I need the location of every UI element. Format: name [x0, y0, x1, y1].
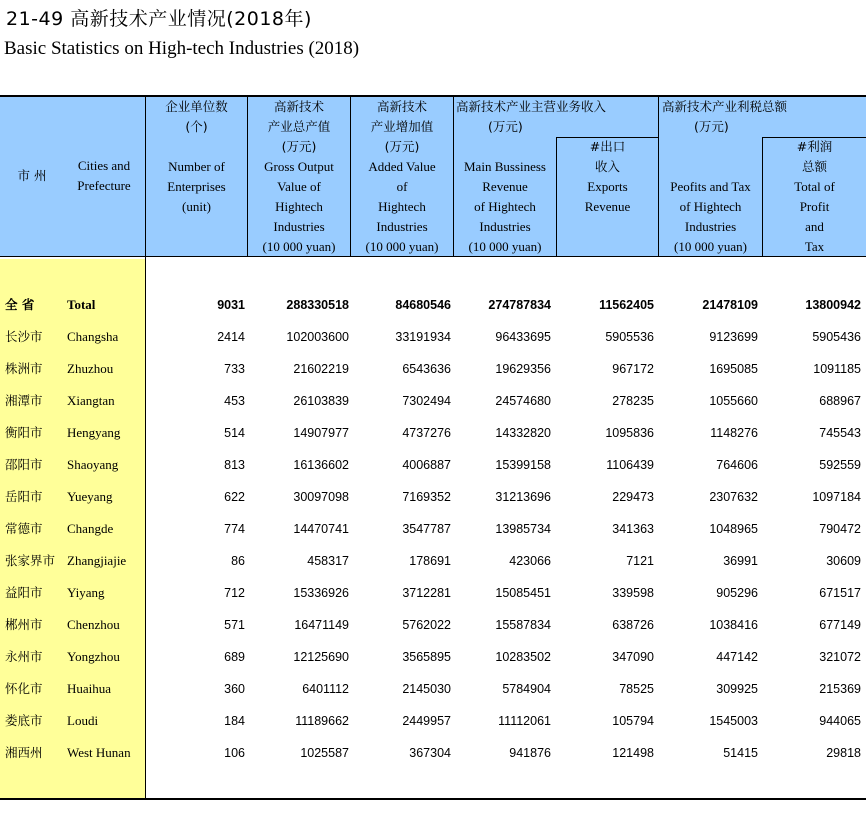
main-revenue-value: 15399158 [495, 458, 551, 472]
gross-output-value: 16471149 [294, 618, 349, 632]
city-name-cn: 邵阳市 [5, 457, 43, 472]
main-revenue-value: 96433695 [495, 330, 551, 344]
added-value: 2145030 [402, 682, 451, 696]
city-name-en: Changsha [67, 329, 119, 344]
added-value: 7302494 [402, 394, 451, 408]
added-value: 4006887 [402, 458, 451, 472]
enterprises-value: 453 [224, 394, 245, 408]
gross-output-value: 6401112 [302, 682, 349, 696]
city-name-cn: 湘西州 [5, 745, 43, 760]
city-name-en: West Hunan [67, 745, 131, 760]
table-row [0, 545, 866, 577]
city-name-en: Zhangjiajie [67, 553, 127, 568]
gross-output-value: 458317 [307, 554, 349, 568]
enterprises-value: 514 [224, 426, 245, 440]
total-profit-value: 29818 [826, 746, 861, 760]
header-gross-output: 高新技术 产业总产值 (万元) Gross Output Value of Hightech Industries (10 000 yuan) [262, 99, 336, 254]
gross-output-value: 26103839 [293, 394, 349, 408]
enterprises-value: 360 [224, 682, 245, 696]
exports-value: 341363 [612, 522, 654, 536]
added-value: 2449957 [402, 714, 451, 728]
total-profit-value: 215369 [819, 682, 861, 696]
city-name-en: Zhuzhou [67, 361, 114, 376]
header-profit-tax: Peofits and Tax of Hightech Industries (10 000 yuan) [670, 179, 751, 254]
enterprises-value: 774 [224, 522, 245, 536]
gross-output-value: 102003600 [286, 330, 349, 344]
gross-output-value: 12125690 [293, 650, 349, 664]
total-profit-value: 671517 [819, 586, 861, 600]
header-exports: #出口 收入 Exports Revenue [584, 139, 631, 214]
enterprises-value: 86 [231, 554, 245, 568]
total-profit-value: 688967 [819, 394, 861, 408]
profit-tax-value: 1148276 [710, 426, 758, 440]
exports-value: 5905536 [605, 330, 654, 344]
header-added-value: 高新技术 产业增加值 (万元) Added Value of Hightech Industries (10 000 yuan) [365, 99, 439, 254]
table-row [0, 673, 866, 705]
header-main-revenue: Main Bussiness Revenue of Hightech Industries (10 000 yuan) [464, 159, 546, 254]
main-revenue-value: 13985734 [495, 522, 551, 536]
city-name-en: Xiangtan [67, 393, 115, 408]
city-name-cn: 衡阳市 [5, 425, 43, 440]
added-value: 367304 [409, 746, 451, 760]
total-profit-value: 321072 [819, 650, 861, 664]
profit-tax-value: 1545003 [709, 714, 758, 728]
exports-value: 229473 [612, 490, 654, 504]
profit-tax-value: 51415 [723, 746, 758, 760]
city-name-cn: 全 省 [5, 297, 35, 312]
city-name-cn: 张家界市 [5, 553, 56, 568]
exports-value: 78525 [619, 682, 654, 696]
main-revenue-value: 19629356 [495, 362, 551, 376]
city-name-en: Loudi [67, 713, 99, 728]
enterprises-value: 184 [224, 714, 245, 728]
exports-value: 121498 [612, 746, 654, 760]
added-value: 178691 [409, 554, 451, 568]
city-name-cn: 常德市 [5, 521, 43, 536]
added-value: 7169352 [402, 490, 451, 504]
exports-value: 347090 [612, 650, 654, 664]
total-profit-value: 13800942 [805, 298, 861, 312]
added-value: 6543636 [402, 362, 451, 376]
city-name-en: Total [67, 297, 96, 312]
gross-output-value: 16136602 [293, 458, 349, 472]
profit-tax-value: 309925 [716, 682, 758, 696]
gross-output-value: 14470741 [293, 522, 349, 536]
enterprises-value: 9031 [217, 298, 245, 312]
gross-output-value: 14907977 [293, 426, 349, 440]
total-profit-value: 677149 [819, 618, 861, 632]
added-value: 3712281 [402, 586, 451, 600]
city-name-en: Shaoyang [67, 457, 119, 472]
city-name-cn: 怀化市 [5, 681, 43, 696]
header-tax-group: 高新技术产业利税总额 (万元) [662, 99, 788, 134]
gross-output-value: 30097098 [293, 490, 349, 504]
enterprises-value: 733 [224, 362, 245, 376]
gross-output-value: 11189662 [295, 714, 349, 728]
profit-tax-value: 21478109 [702, 298, 758, 312]
exports-value: 1106439 [606, 458, 654, 472]
total-profit-value: 30609 [826, 554, 861, 568]
added-value: 3547787 [402, 522, 451, 536]
main-revenue-value: 15085451 [495, 586, 551, 600]
main-revenue-value: 423066 [509, 554, 551, 568]
profit-tax-value: 447142 [716, 650, 758, 664]
exports-value: 7121 [626, 554, 654, 568]
table-row [0, 417, 866, 449]
main-revenue-value: 15587834 [495, 618, 551, 632]
exports-value: 967172 [612, 362, 654, 376]
gross-output-value: 15336926 [293, 586, 349, 600]
main-revenue-value: 941876 [509, 746, 551, 760]
city-name-cn: 娄底市 [5, 713, 43, 728]
enterprises-value: 689 [224, 650, 245, 664]
table-row [0, 449, 866, 481]
total-profit-value: 790472 [819, 522, 861, 536]
profit-tax-value: 1055660 [709, 394, 758, 408]
main-revenue-value: 10283502 [495, 650, 551, 664]
profit-tax-value: 1038416 [709, 618, 758, 632]
gross-output-value: 288330518 [286, 298, 349, 312]
header-revenue-group: 高新技术产业主营业务收入 (万元) [456, 99, 607, 134]
table-row [0, 609, 866, 641]
table-row [0, 353, 866, 385]
exports-value: 278235 [612, 394, 654, 408]
profit-tax-value: 2307632 [709, 490, 758, 504]
added-value: 5762022 [402, 618, 451, 632]
enterprises-value: 2414 [217, 330, 245, 344]
main-revenue-value: 5784904 [502, 682, 551, 696]
exports-value: 339598 [612, 586, 654, 600]
city-name-cn: 益阳市 [5, 585, 43, 600]
city-name-cn: 郴州市 [5, 617, 43, 632]
table-row [0, 481, 866, 513]
profit-tax-value: 1048965 [709, 522, 758, 536]
city-name-en: Hengyang [67, 425, 121, 440]
total-profit-value: 5905436 [812, 330, 861, 344]
table-row [0, 385, 866, 417]
header-enterprises: 企业单位数 (个) Number of Enterprises (unit) [165, 99, 228, 214]
profit-tax-value: 1695085 [709, 362, 758, 376]
header-total-profit: #利润 总额 Total of Profit and Tax [794, 139, 835, 254]
city-name-cn: 岳阳市 [5, 489, 43, 504]
added-value: 84680546 [395, 298, 451, 312]
profit-tax-value: 36991 [723, 554, 758, 568]
added-value: 3565895 [402, 650, 451, 664]
city-name-en: Yiyang [67, 585, 105, 600]
gross-output-value: 1025587 [300, 746, 349, 760]
profit-tax-value: 905296 [716, 586, 758, 600]
profit-tax-value: 9123699 [709, 330, 758, 344]
city-name-en: Changde [67, 521, 114, 536]
added-value: 33191934 [395, 330, 451, 344]
table-row [0, 737, 866, 769]
exports-value: 1095836 [605, 426, 654, 440]
exports-value: 105794 [612, 714, 654, 728]
city-name-cn: 长沙市 [5, 329, 43, 344]
exports-value: 638726 [612, 618, 654, 632]
enterprises-value: 106 [224, 746, 245, 760]
table-row [0, 577, 866, 609]
enterprises-value: 813 [224, 458, 245, 472]
table-title-en: Basic Statistics on High-tech Industries (2018) [4, 38, 360, 59]
city-name-en: Huaihua [67, 681, 112, 696]
city-name-cn: 湘潭市 [5, 393, 43, 408]
total-profit-value: 944065 [819, 714, 861, 728]
city-name-cn: 永州市 [5, 649, 43, 664]
total-profit-value: 1091185 [813, 362, 861, 376]
table-row [0, 641, 866, 673]
added-value: 4737276 [402, 426, 451, 440]
table-row-total [0, 289, 866, 321]
city-name-en: Yueyang [67, 489, 113, 504]
main-revenue-value: 11112061 [498, 714, 551, 728]
city-name-cn: 株洲市 [5, 361, 43, 376]
enterprises-value: 571 [224, 618, 245, 632]
main-revenue-value: 14332820 [495, 426, 551, 440]
table-row [0, 705, 866, 737]
enterprises-value: 712 [224, 586, 245, 600]
main-revenue-value: 31213696 [495, 490, 551, 504]
header-city-cn: 市 州 [17, 168, 47, 183]
exports-value: 11562405 [599, 298, 654, 312]
total-profit-value: 1097184 [812, 490, 861, 504]
city-name-en: Yongzhou [67, 649, 120, 664]
table-title-cn: 21-49 高新技术产业情况(2018年) [6, 8, 312, 30]
main-revenue-value: 274787834 [488, 298, 551, 312]
table-row [0, 513, 866, 545]
main-revenue-value: 24574680 [495, 394, 551, 408]
city-name-en: Chenzhou [67, 617, 120, 632]
total-profit-value: 745543 [819, 426, 861, 440]
profit-tax-value: 764606 [716, 458, 758, 472]
total-profit-value: 592559 [819, 458, 861, 472]
table-bottom-rule [0, 798, 866, 800]
header-city-en: Cities and Prefecture [77, 158, 131, 193]
table-row [0, 321, 866, 353]
gross-output-value: 21602219 [293, 362, 349, 376]
enterprises-value: 622 [224, 490, 245, 504]
